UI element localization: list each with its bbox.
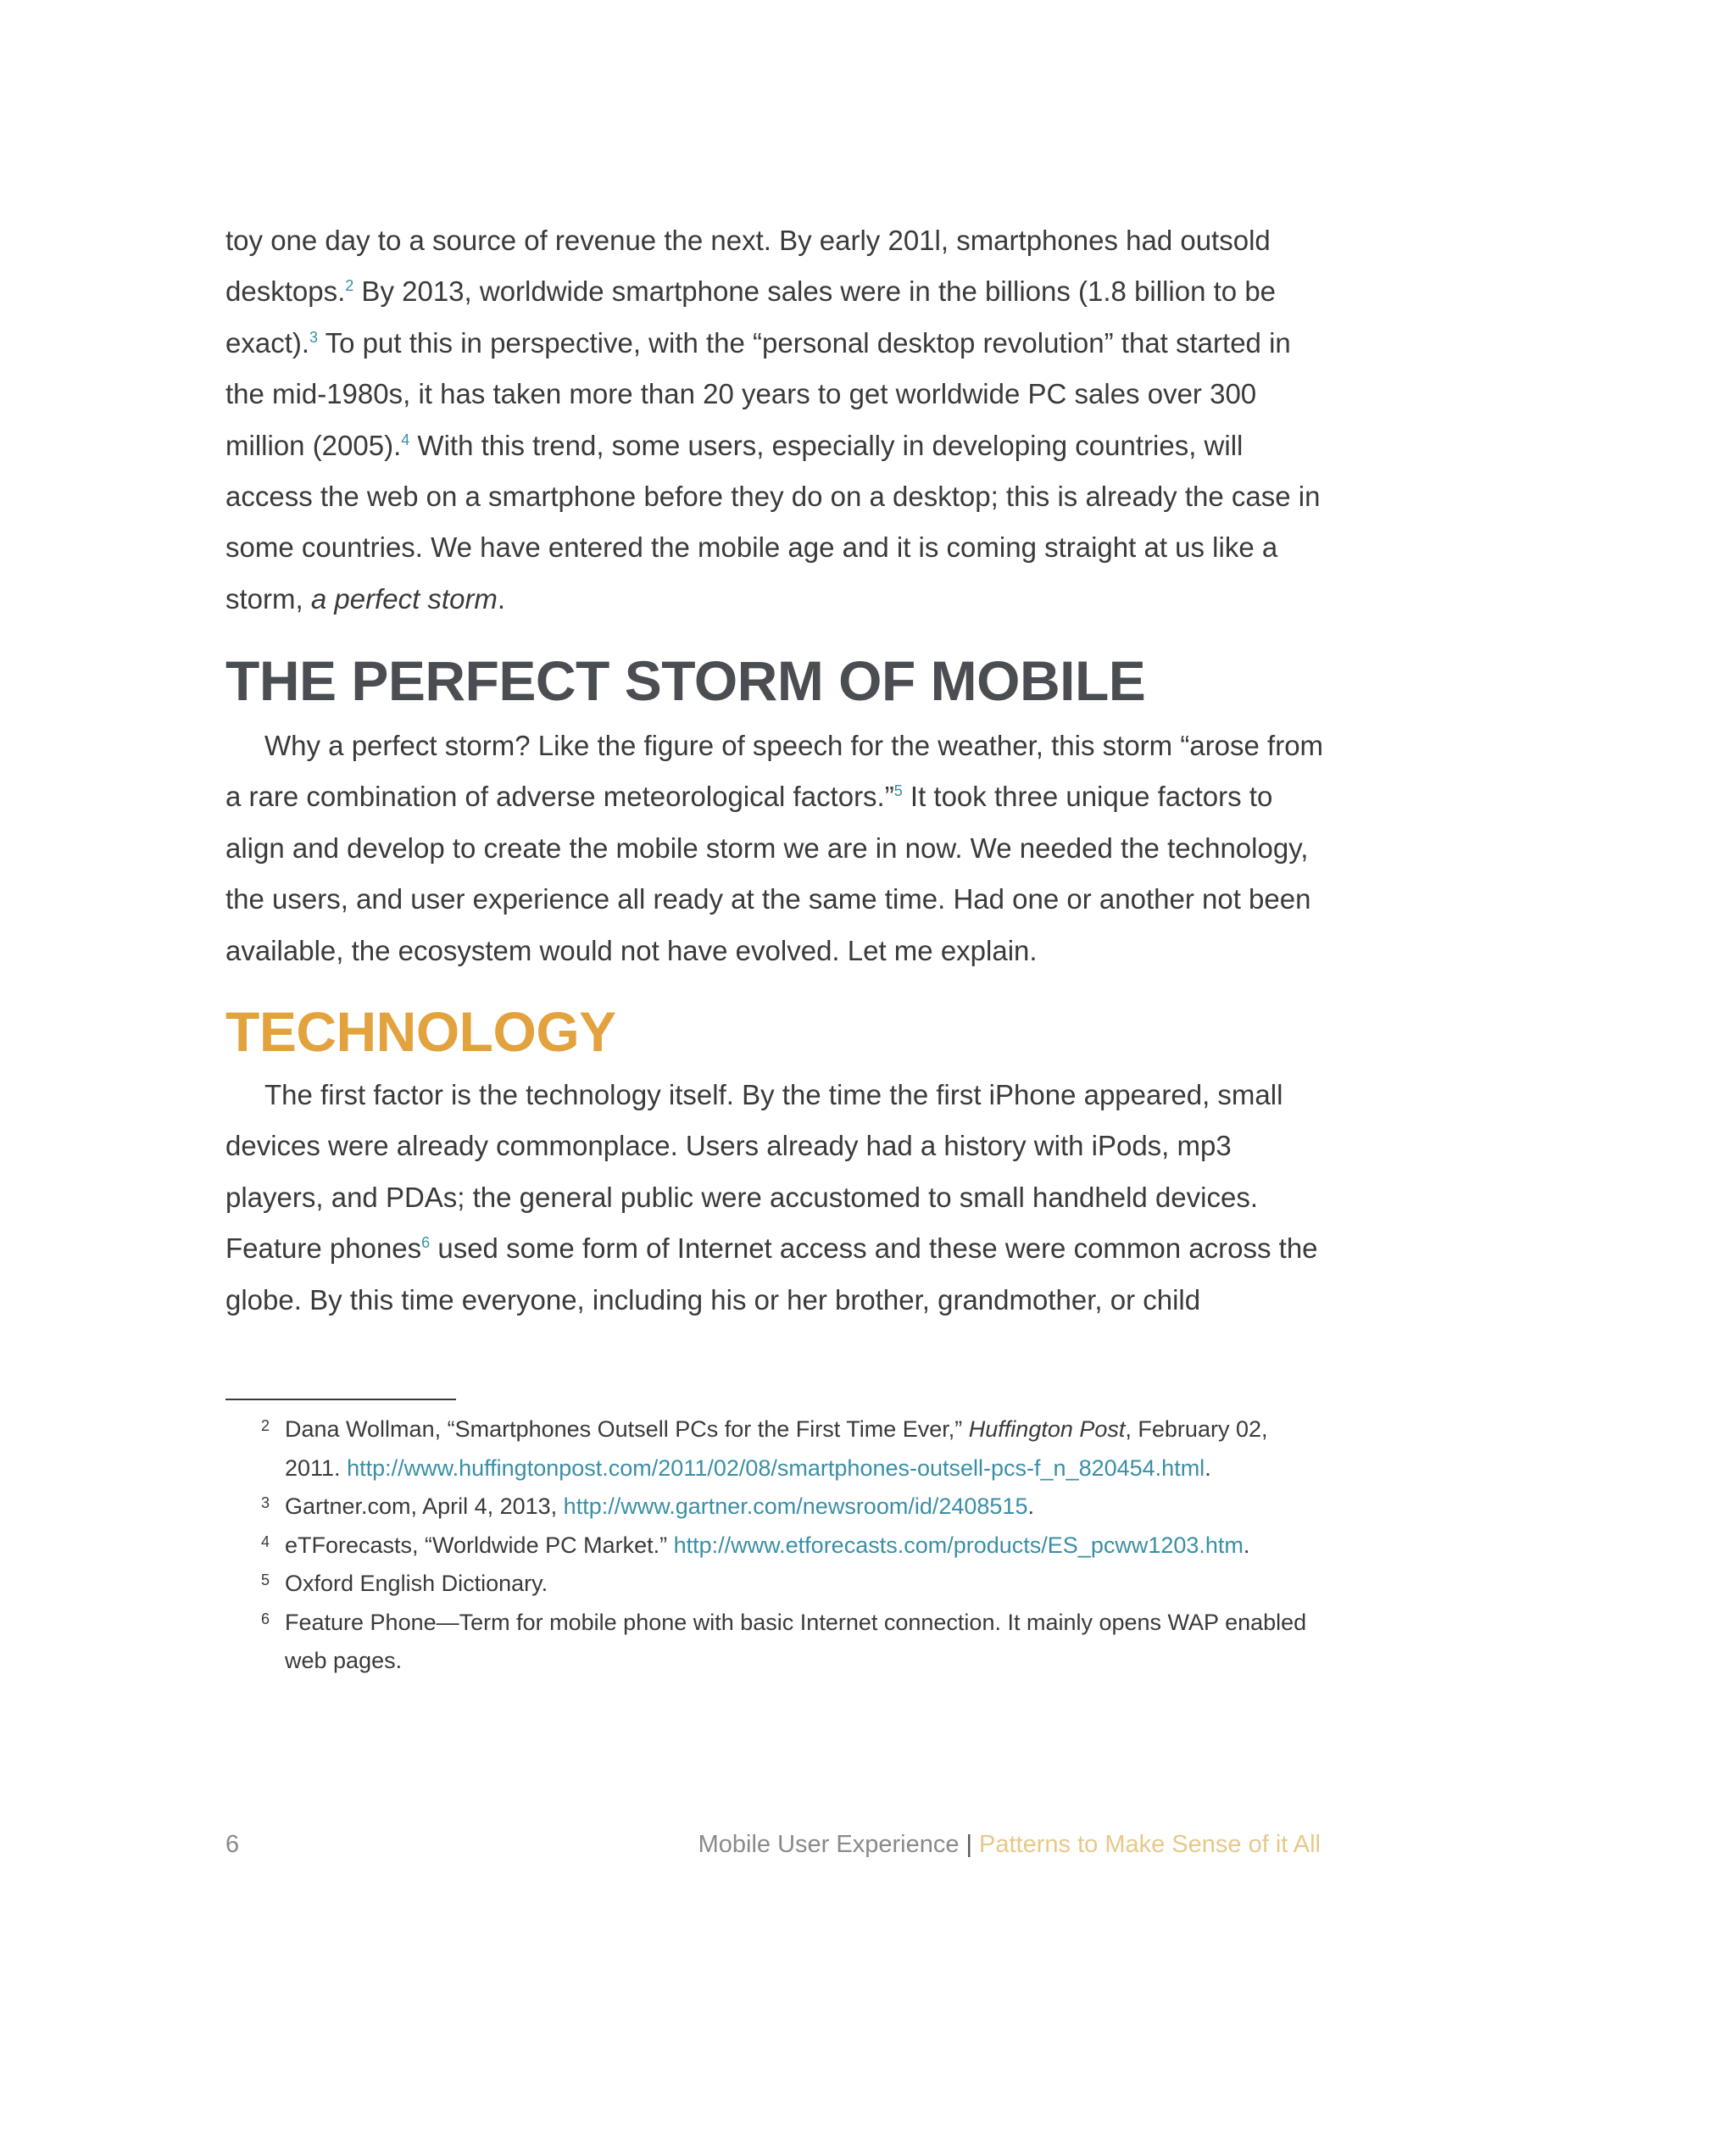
footnote-ref-4[interactable]: 4 (401, 431, 410, 448)
footnote-text: Feature Phone—Term for mobile phone with basic Internet connection. It mainly opens WAP enabled web pages. (285, 1609, 1307, 1673)
footnote-divider (225, 1399, 456, 1400)
footnote-link-gartner[interactable]: http://www.gartner.com/newsroom/id/2408515 (563, 1494, 1028, 1519)
footnotes (225, 1410, 1327, 1681)
running-footer (698, 1831, 1321, 1859)
section-heading-perfect-storm: THE PERFECT STORM OF MOBILE (225, 649, 1146, 712)
footnote-4 (225, 1527, 1327, 1566)
footnote-ref-3[interactable]: 3 (309, 328, 319, 346)
page-number: 6 (225, 1831, 240, 1858)
body-paragraph-2 (225, 720, 1327, 976)
footnote-number: 5 (261, 1571, 270, 1588)
footnote-text: Dana Wollman, “Smartphones Outsell PCs for the First Time Ever,” (285, 1416, 969, 1442)
footnote-number: 2 (261, 1417, 270, 1434)
paragraph-text: The first factor is the technology itself. By the time the first iPhone appeared, small devices were already commonplace. Users already had a history with iPods, mp3 players, and PDAs; the general public were accustomed to small handheld devices. Feature phones (225, 1079, 1283, 1265)
footer-separator: | (965, 1831, 973, 1858)
section-heading-technology: TECHNOLOGY (225, 1000, 616, 1063)
paragraph-text: It took three unique factors to align and develop to create the mobile storm we are in now. We needed the technology, the users, and user experience all ready at the same time. Had one or another not been available, the ecosystem would not have evolved. Let me explain. (225, 781, 1311, 966)
footnote-source: Huffington Post (968, 1416, 1126, 1442)
footnote-link-huffington[interactable]: http://www.huffingtonpost.com/2011/02/08/smartphones-outsell-pcs-f_n_820454.html (347, 1455, 1205, 1481)
paragraph-text: used some form of Internet access and these were common across the globe. By this time everyone, including his or her brother, grandmother, or child (225, 1232, 1318, 1316)
footnote-text: Oxford English Dictionary. (285, 1571, 548, 1596)
page-footer (225, 1831, 1321, 1868)
footnote-2 (225, 1410, 1327, 1488)
paragraph-text: . (497, 582, 506, 615)
paragraph-text: To put this in perspective, with the “personal desktop revolution” that started in the mid-1980s, it has taken more than 20 years to get worldwide PC sales over 300 million (2005). (225, 326, 1291, 461)
footnote-ref-6[interactable]: 6 (421, 1234, 431, 1252)
footnote-number: 3 (261, 1494, 270, 1511)
footnote-5 (225, 1565, 1327, 1604)
footnote-text: Gartner.com, April 4, 2013, (285, 1494, 564, 1519)
footnote-text: . (1027, 1494, 1034, 1519)
book-title: Mobile User Experience (698, 1831, 960, 1858)
body-paragraph-3 (225, 1070, 1327, 1326)
footnote-ref-5[interactable]: 5 (893, 782, 903, 800)
footnote-text: eTForecasts, “Worldwide PC Market.” (285, 1532, 674, 1558)
paragraph-text: By 2013, worldwide smartphone sales were in the billions (1.8 billion to be exact). (225, 275, 1277, 359)
footnote-text: , February 02, 2011. (285, 1416, 1268, 1481)
paragraph-text: With this trend, some users, especially in developing countries, will access the web on a smartphone before they do on a desktop; this is already the case in some countries. We have entered the mobile age and it is coming straight at us like a storm, (225, 429, 1321, 615)
footnote-number: 6 (261, 1610, 270, 1627)
paragraph-text: Why a perfect storm? Like the figure of speech for the weather, this storm “arose from a rare combination of adverse meteorological factors.” (225, 730, 1324, 813)
body-paragraph-1 (225, 215, 1327, 625)
emphasis-text: a perfect storm (310, 582, 498, 615)
book-subtitle: Patterns to Make Sense of it All (979, 1831, 1321, 1858)
footnote-text: . (1243, 1532, 1250, 1558)
footnote-6 (225, 1604, 1327, 1681)
footnote-text: . (1205, 1455, 1211, 1481)
footnote-ref-2[interactable]: 2 (345, 277, 354, 295)
footnote-number: 4 (261, 1532, 270, 1550)
footnote-3 (225, 1488, 1327, 1527)
footnote-link-etforecasts[interactable]: http://www.etforecasts.com/products/ES_pcww1203.htm (673, 1532, 1244, 1558)
paragraph-text: toy one day to a source of revenue the next. By early 201l, smartphones had outsold desktops. (225, 225, 1271, 308)
